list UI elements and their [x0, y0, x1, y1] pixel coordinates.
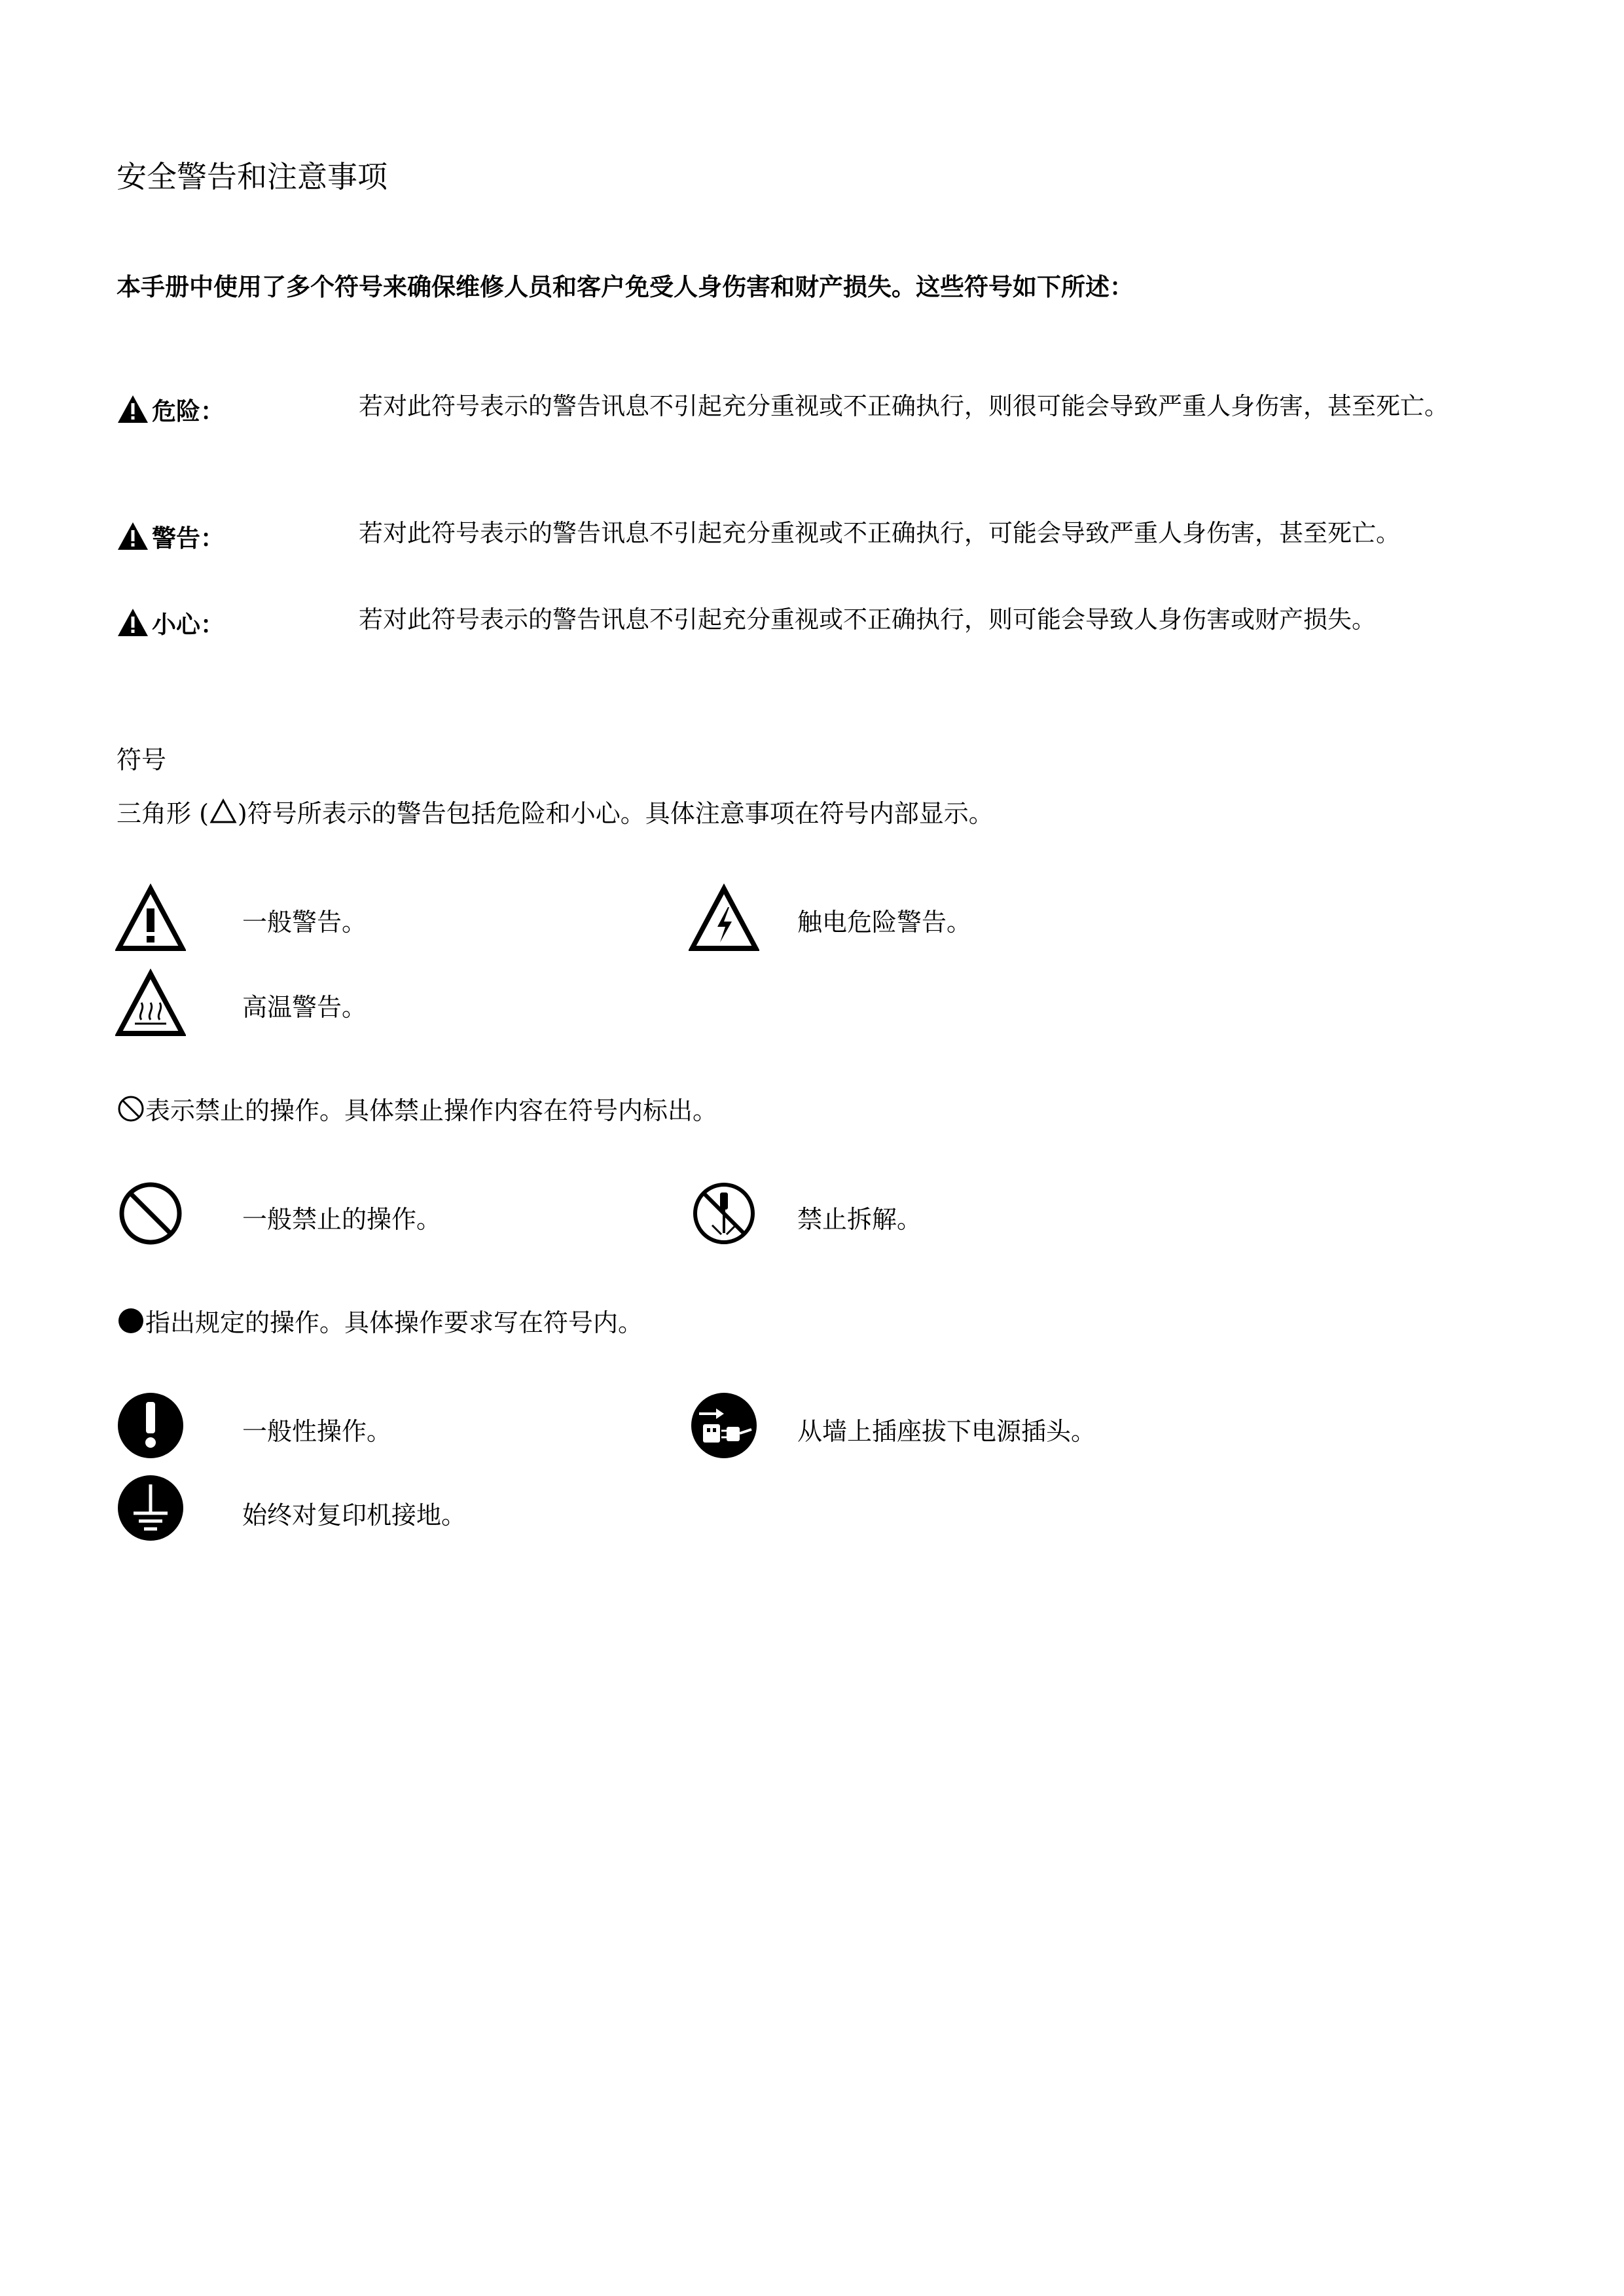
- general-action-icon: [115, 1390, 186, 1461]
- caution-description: 若对此符号表示的警告讯息不引起充分重视或不正确执行，则可能会导致人身伤害或财产损失。: [359, 605, 1376, 634]
- page-title: 安全警告和注意事项: [117, 159, 388, 194]
- prohibit-intro: [117, 1090, 717, 1126]
- high-temperature-warning-label: 高温警告。: [242, 993, 367, 1022]
- general-prohibition-label: 一般禁止的操作。: [242, 1205, 442, 1234]
- prohibit-intro-text: 表示禁止的操作。具体禁止操作内容在符号内标出。: [145, 1096, 718, 1125]
- ground-icon: [115, 1473, 186, 1543]
- triangle-intro: [117, 793, 994, 829]
- triangle-intro-suffix: )符号所表示的警告包括危险和小心。具体注意事项在符号内部显示。: [237, 799, 994, 828]
- unplug-icon: [689, 1390, 759, 1461]
- intro-paragraph: 本手册中使用了多个符号来确保维修人员和客户免受人身伤害和财产损失。这些符号如下所述：: [117, 273, 1134, 301]
- no-disassembly-icon: [689, 1178, 759, 1249]
- caution-label: [117, 605, 225, 640]
- symbols-heading: 符号: [117, 745, 167, 774]
- general-prohibition-icon: [115, 1178, 186, 1249]
- general-warning-label: 一般警告。: [242, 908, 367, 937]
- mandatory-intro: [117, 1302, 643, 1338]
- no-disassembly-label: 禁止拆解。: [797, 1205, 922, 1234]
- warning-label: [117, 518, 225, 554]
- mandatory-intro-text: 指出规定的操作。具体操作要求写在符号内。: [145, 1308, 643, 1337]
- danger-description: 若对此符号表示的警告讯息不引起充分重视或不正确执行，则很可能会导致严重人身伤害，甚至死亡。: [359, 392, 1449, 420]
- ground-label: 始终对复印机接地。: [242, 1501, 467, 1530]
- filled-circle-inline-icon: [117, 1306, 145, 1335]
- prohibition-inline-icon: [117, 1094, 145, 1123]
- outline-triangle-icon: [209, 797, 238, 826]
- electric-shock-warning-label: 触电危险警告。: [797, 908, 972, 937]
- warning-description: 若对此符号表示的警告讯息不引起充分重视或不正确执行，可能会导致严重人身伤害，甚至死亡。: [359, 519, 1400, 547]
- triangle-intro-prefix: 三角形 (: [117, 799, 209, 828]
- electric-shock-warning-icon: [689, 884, 759, 954]
- warning-triangle-icon: [117, 607, 149, 637]
- warning-triangle-icon: [117, 394, 149, 424]
- warning-label-text: 警告：: [152, 524, 225, 552]
- danger-label-text: 危险：: [152, 397, 225, 425]
- danger-label: [117, 391, 225, 427]
- general-action-label: 一般性操作。: [242, 1417, 392, 1446]
- caution-label-text: 小心：: [152, 611, 225, 639]
- high-temperature-warning-icon: [115, 969, 186, 1039]
- warning-triangle-icon: [117, 521, 149, 551]
- unplug-label: 从墙上插座拔下电源插头。: [797, 1417, 1096, 1446]
- general-warning-icon: [115, 884, 186, 954]
